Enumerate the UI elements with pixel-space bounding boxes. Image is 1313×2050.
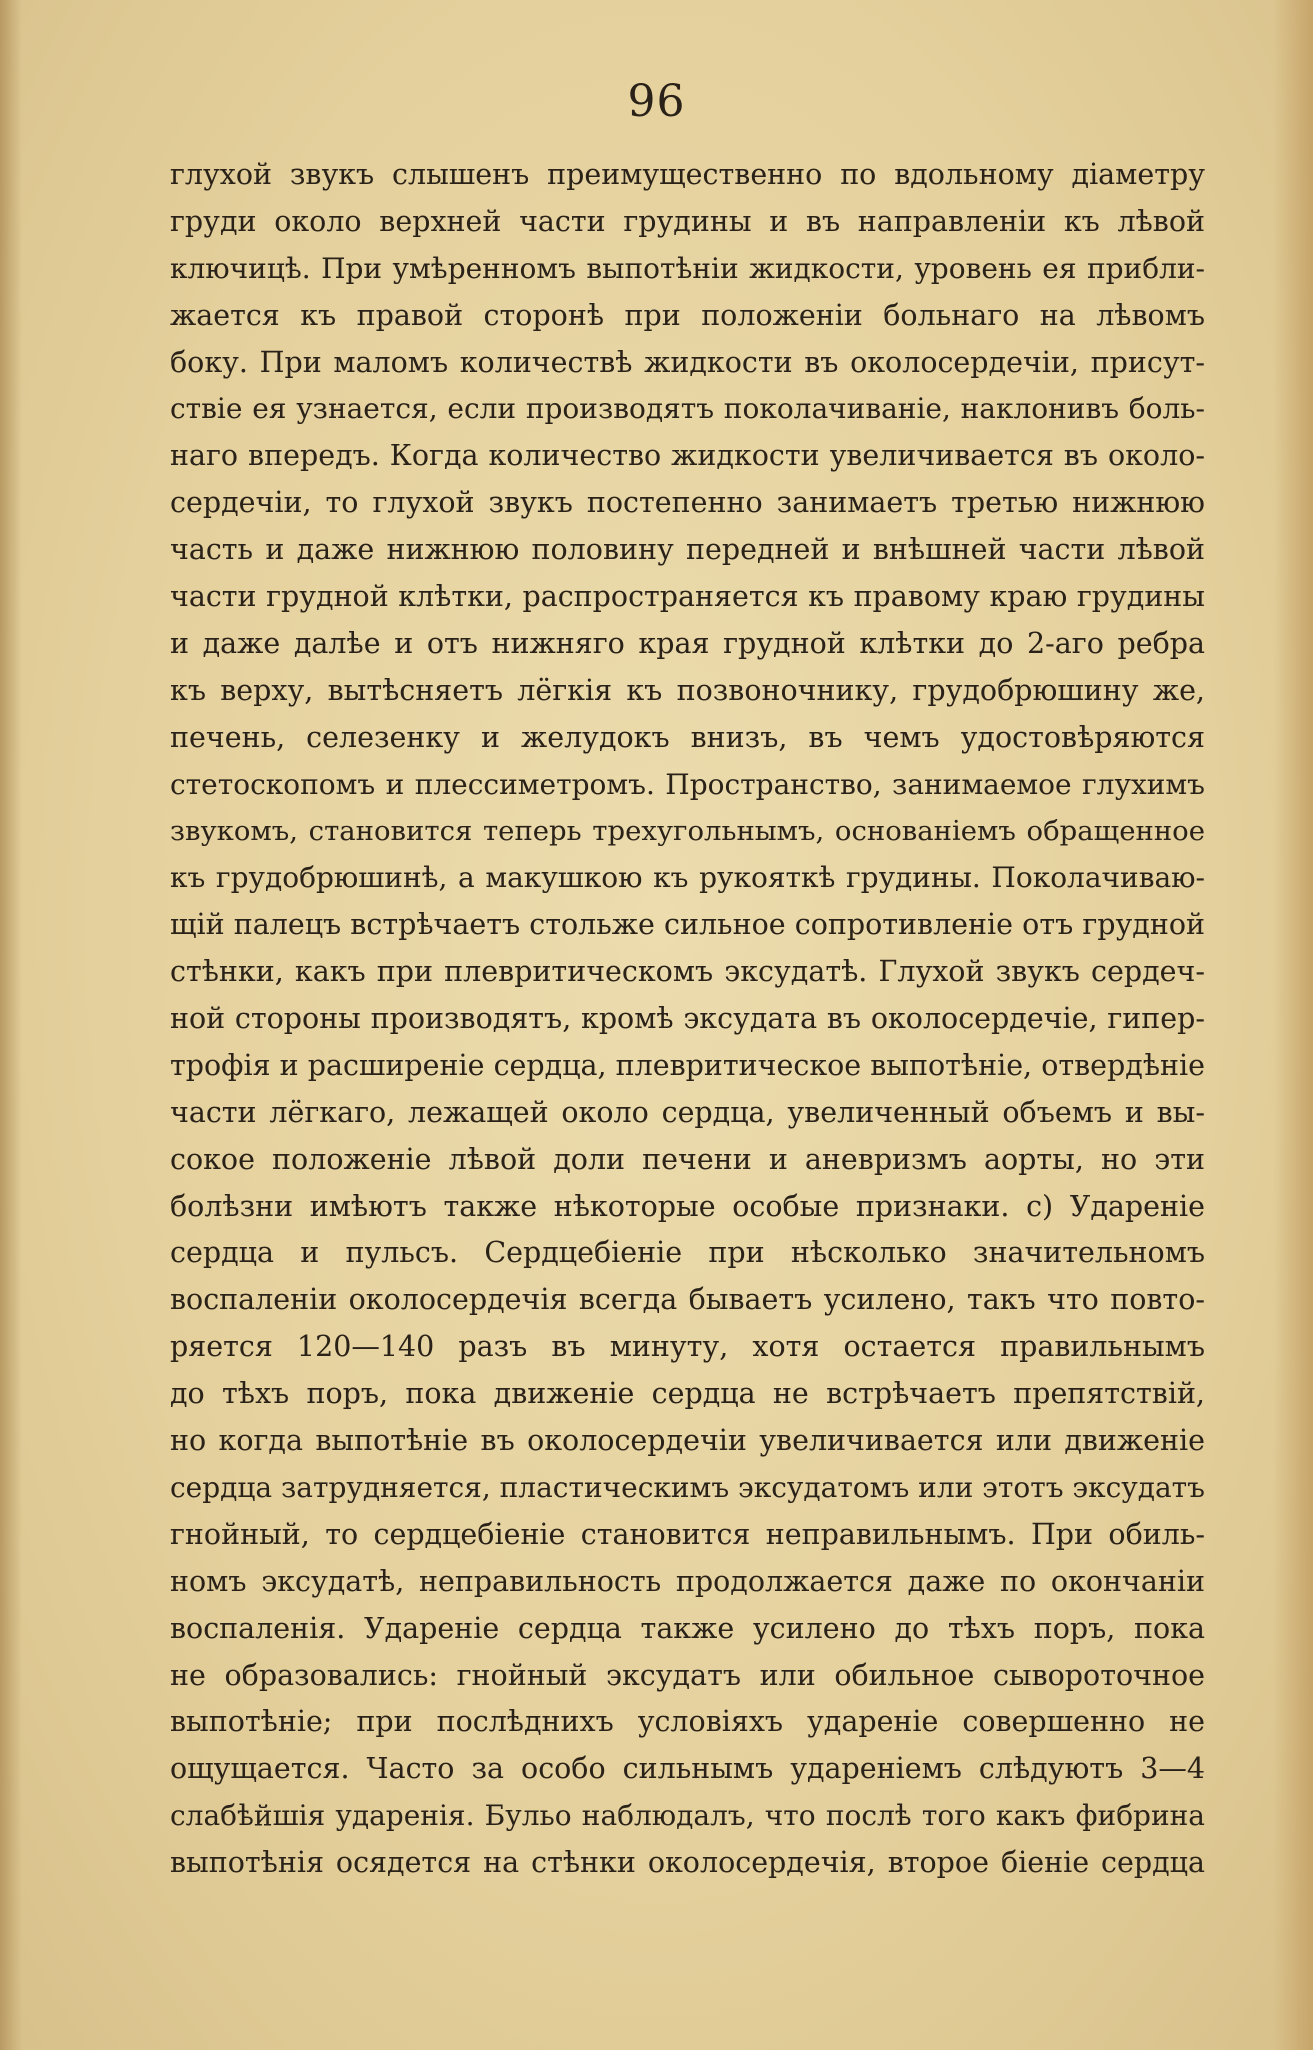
text-line: ощущается. Часто за особо сильнымъ удареніемъ слѣдуютъ 3—4 [170,1752,1205,1786]
text-line: ной стороны производятъ, кромѣ эксудата въ околосердечіе, гипер- [170,1002,1205,1036]
text-line: сердечіи, то глухой звукъ постепенно занимаетъ третью нижнюю [170,486,1205,520]
text-line: боку. При маломъ количествѣ жидкости въ околосердечіи, присут- [170,345,1205,379]
text-line: воспаленія. Удареніе сердца также усилено до тѣхъ поръ, пока [170,1611,1205,1645]
text-line: часть и даже нижнюю половину передней и внѣшней части лѣвой [170,533,1205,567]
text-line: наго впередъ. Когда количество жидкости увеличивается въ около- [170,439,1205,473]
text-line: печень, селезенку и желудокъ внизъ, въ чемъ удостовѣряются [170,720,1205,754]
text-line: не образовались: гнойный эксудатъ или обильное сывороточное [170,1658,1205,1692]
text-line: слабѣйшія ударенія. Бульо наблюдалъ, что послѣ того какъ фибрина [170,1799,1205,1833]
text-line: до тѣхъ поръ, пока движеніе сердца не встрѣчаетъ препятствій, [170,1377,1205,1411]
text-line: сокое положеніе лѣвой доли печени и аневризмъ аорты, но эти [170,1142,1205,1176]
text-line: воспаленіи околосердечія всегда бываетъ усилено, такъ что повто- [170,1283,1205,1317]
text-line: гнойный, то сердцебіеніе становится неправильнымъ. При обиль- [170,1517,1205,1551]
text-line: груди около верхней части грудины и въ направленіи къ лѣвой [170,204,1205,238]
text-line: звукомъ, становится теперь трехугольнымъ, основаніемъ обращенное [170,815,1205,848]
text-line: сердца затрудняется, пластическимъ эксудатомъ или этотъ эксудатъ [170,1470,1205,1504]
page-edge-right [1273,0,1313,2050]
text-line: выпотѣніе; при послѣднихъ условіяхъ удареніе совершенно не [170,1705,1205,1739]
text-line: трофія и расширеніе сердца, плевритическое выпотѣніе, отвердѣніе [170,1048,1205,1082]
text-line: выпотѣнія осядется на стѣнки околосердечія, второе біеніе сердца [170,1846,1205,1880]
text-line: къ грудобрюшинѣ, а макушкою къ рукояткѣ грудины. Поколачиваю- [170,861,1205,895]
text-line: сердца и пульсъ. Сердцебіеніе при нѣсколько значительномъ [170,1236,1205,1270]
text-line: щій палецъ встрѣчаетъ стольже сильное сопротивленіе отъ грудной [170,908,1205,942]
text-line: жается къ правой сторонѣ при положеніи больнаго на лѣвомъ [170,298,1205,332]
text-line: номъ эксудатѣ, неправильность продолжается даже по окончаніи [170,1564,1205,1598]
text-line: и даже далѣе и отъ нижняго края грудной клѣтки до 2-аго ребра [170,626,1205,660]
text-line: болѣзни имѣютъ также нѣкоторые особые признаки. c) Удареніе [170,1189,1205,1223]
text-line: ключицѣ. При умѣренномъ выпотѣніи жидкости, уровень ея прибли- [170,251,1205,285]
text-line: но когда выпотѣніе въ околосердечіи увеличивается или движеніе [170,1424,1205,1458]
page-edge-left [0,0,22,2050]
text-body [170,152,1205,1887]
text-line: ряется 120—140 разъ въ минуту, хотя остается правильнымъ [170,1330,1205,1364]
text-line: ствіе ея узнается, если производятъ поколачиваніе, наклонивъ боль- [170,392,1205,426]
text-line: части лёгкаго, лежащей около сердца, увеличенный объемъ и вы- [170,1095,1205,1129]
page-number: 96 [627,76,686,127]
text-line: стетоскопомъ и плессиметромъ. Пространство, занимаемое глухимъ [170,767,1205,801]
text-line: къ верху, вытѣсняетъ лёгкія къ позвоночнику, грудобрюшину же, [170,673,1205,707]
text-line: части грудной клѣтки, распространяется къ правому краю грудины [170,580,1205,614]
text-line: глухой звукъ слышенъ преимущественно по вдольному діаметру [170,158,1205,191]
text-line: стѣнки, какъ при плевритическомъ эксудатѣ. Глухой звукъ сердеч- [170,955,1205,989]
